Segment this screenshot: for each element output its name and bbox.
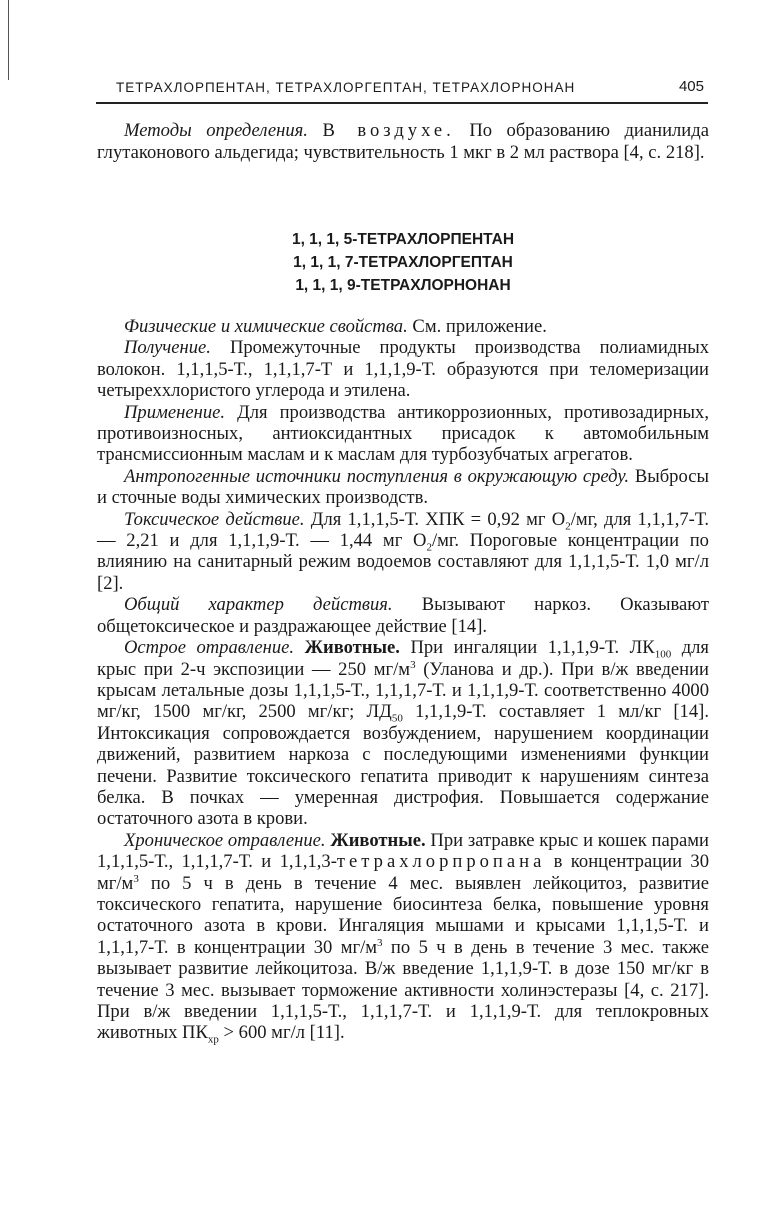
title-tetrachloropentane: 1, 1, 1, 5-ТЕТРАХЛОРПЕНТАН xyxy=(291,231,515,248)
paragraph-methods xyxy=(97,120,709,164)
sources-text: Выбросы и сточные воды химических производств. xyxy=(97,465,709,509)
phys-text: См. приложение. xyxy=(412,316,547,337)
acute-animals: Животные. xyxy=(304,637,400,659)
chronic-heading: Хроническое отравление. xyxy=(124,829,326,851)
toxic-sub-2: 2 xyxy=(426,541,432,554)
application-heading: Применение. xyxy=(124,401,226,423)
paragraph-acute xyxy=(97,637,709,830)
main-text xyxy=(97,316,710,1047)
toxic-text-1: Для 1,1,1,5-Т. ХПК = 0,92 мг O xyxy=(310,508,566,530)
chronic-text-3: по 5 ч в день в течение 4 мес. выявлен лейкоцитоз, развитие токсического гепатита, нарушение биосинтеза белка, повышение уровня остаточного азота в крови. Ингаляция мышами и крысами 1,1,1,5-Т. и 1,1,1,7-Т. в концентрации 30 мг/м xyxy=(97,872,709,958)
toxic-text-3: /мг. Пороговые концентрации по влиянию на санитарный режим водоемов составляют для 1,1,1,5-Т. 1,0 мг/л [2]. xyxy=(97,530,709,594)
running-header xyxy=(96,78,708,102)
methods-air: В воздухе. xyxy=(322,120,455,141)
substance-titles xyxy=(97,228,709,297)
acute-sub-1: 100 xyxy=(654,648,672,661)
acute-text-1: При ингаляции 1,1,1,9-Т. ЛК xyxy=(410,637,655,659)
phys-heading: Физические и химические свойства. xyxy=(124,316,408,337)
page-number: 405 xyxy=(678,78,704,95)
production-text: Промежуточные продукты производства полиамидных волокон. 1,1,1,5-Т., 1,1,1,7-Т и 1,1,1,9-Т. образуются при теломеризации четыреххлористого углерода и этилена. xyxy=(97,337,709,402)
chronic-text-2: в концентрации 30 мг/м xyxy=(97,851,709,894)
paragraph-general xyxy=(97,594,709,637)
toxic-sub-1: 2 xyxy=(565,520,571,533)
chronic-sup-1: 3 xyxy=(133,872,139,885)
acute-sup-1: 3 xyxy=(410,658,416,671)
acute-sub-2: 50 xyxy=(391,713,403,726)
page-edge-line xyxy=(8,0,9,80)
general-text: Вызывают наркоз. Оказывают общетоксическое и раздражающее действие [14]. xyxy=(97,594,710,637)
chronic-sup-2: 3 xyxy=(377,936,383,949)
chronic-sub-1: хр xyxy=(207,1034,219,1047)
chronic-spaced: тетрахлорпропана xyxy=(336,851,546,873)
chronic-text-1: При затравке крыс и кошек парами 1,1,1,5-Т., 1,1,1,7-Т. и 1,1,1,3- xyxy=(97,829,709,873)
chronic-animals: Животные. xyxy=(330,829,426,851)
general-heading: Общий характер действия. xyxy=(124,594,393,616)
sources-heading: Антропогенные источники поступления в окружающую среду. xyxy=(124,465,630,487)
header-rule xyxy=(96,102,708,104)
acute-heading: Острое отравление. xyxy=(124,637,295,659)
chronic-text-4: по 5 ч в день в течение 3 мес. также вызывает развитие лейкоцитоза. В/ж введение 1,1,1,9-Т. в дозе 150 мг/кг в течение 3 мес. вызывает торможение активности холинэстеразы [4, с. 217]. При в/ж введении 1,1,1,5-Т., 1,1,1,7-Т. и 1,1,1,9-Т. для теплокровных животных ПК xyxy=(97,936,709,1044)
intro-block xyxy=(97,120,709,164)
paragraph-chronic xyxy=(97,829,709,1047)
title-tetrachlorononane: 1, 1, 1, 9-ТЕТРАХЛОРНОНАН xyxy=(295,277,511,294)
running-title: ТЕТРАХЛОРПЕНТАН, ТЕТРАХЛОРГЕПТАН, ТЕТРАХЛОРНОНАН xyxy=(116,80,576,95)
methods-heading: Методы определения. xyxy=(124,120,308,141)
title-tetrachloroheptane: 1, 1, 1, 7-ТЕТРАХЛОРГЕПТАН xyxy=(293,254,513,271)
acute-text-4: 1,1,1,9-Т. составляет 1 мл/кг [14]. Интоксикация сопровождается возбуждением, нарушением координации движений, развитием наркоза с последующими изменениями функции печени. Развитие токсического гепатита приводит к нарушениям синтеза белка. В почках — умеренная дистрофия. Повышается содержание остаточного азота в крови. xyxy=(97,701,709,830)
application-text: Для производства антикоррозионных, противозадирных, противоизносных, антиоксидантных присадок к автомобильным трансмиссионным маслам и к маслам для турбозубчатых агрегатов. xyxy=(97,401,709,466)
acute-text-2: для крыс при 2-ч экспозиции — 250 мг/м xyxy=(97,637,709,680)
toxic-heading: Токсическое действие. xyxy=(124,508,305,530)
production-heading: Получение. xyxy=(124,337,211,359)
paragraph-production xyxy=(97,337,709,401)
toxic-text-2: /мг, для 1,1,1,7-Т. — 2,21 и для 1,1,1,9-Т. — 1,44 мг O xyxy=(97,508,709,552)
paragraph-phys xyxy=(97,316,709,337)
paragraph-application xyxy=(97,402,709,466)
acute-text-3: (Уланова и др.). При в/ж введении крысам летальные дозы 1,1,1,5-Т., 1,1,1,7-Т. и 1,1,1,9-Т. соответственно 4000 мг/кг, 1500 мг/кг, 2500 мг/кг; ЛД xyxy=(97,658,710,723)
methods-text: По образованию дианилида глутаконового альдегида; чувствительность 1 мкг в 2 мл раствора [4, с. 218]. xyxy=(97,120,709,163)
paragraph-toxic xyxy=(97,509,709,595)
paragraph-sources xyxy=(97,466,709,509)
chronic-text-5: > 600 мг/л [11]. xyxy=(218,1022,345,1044)
